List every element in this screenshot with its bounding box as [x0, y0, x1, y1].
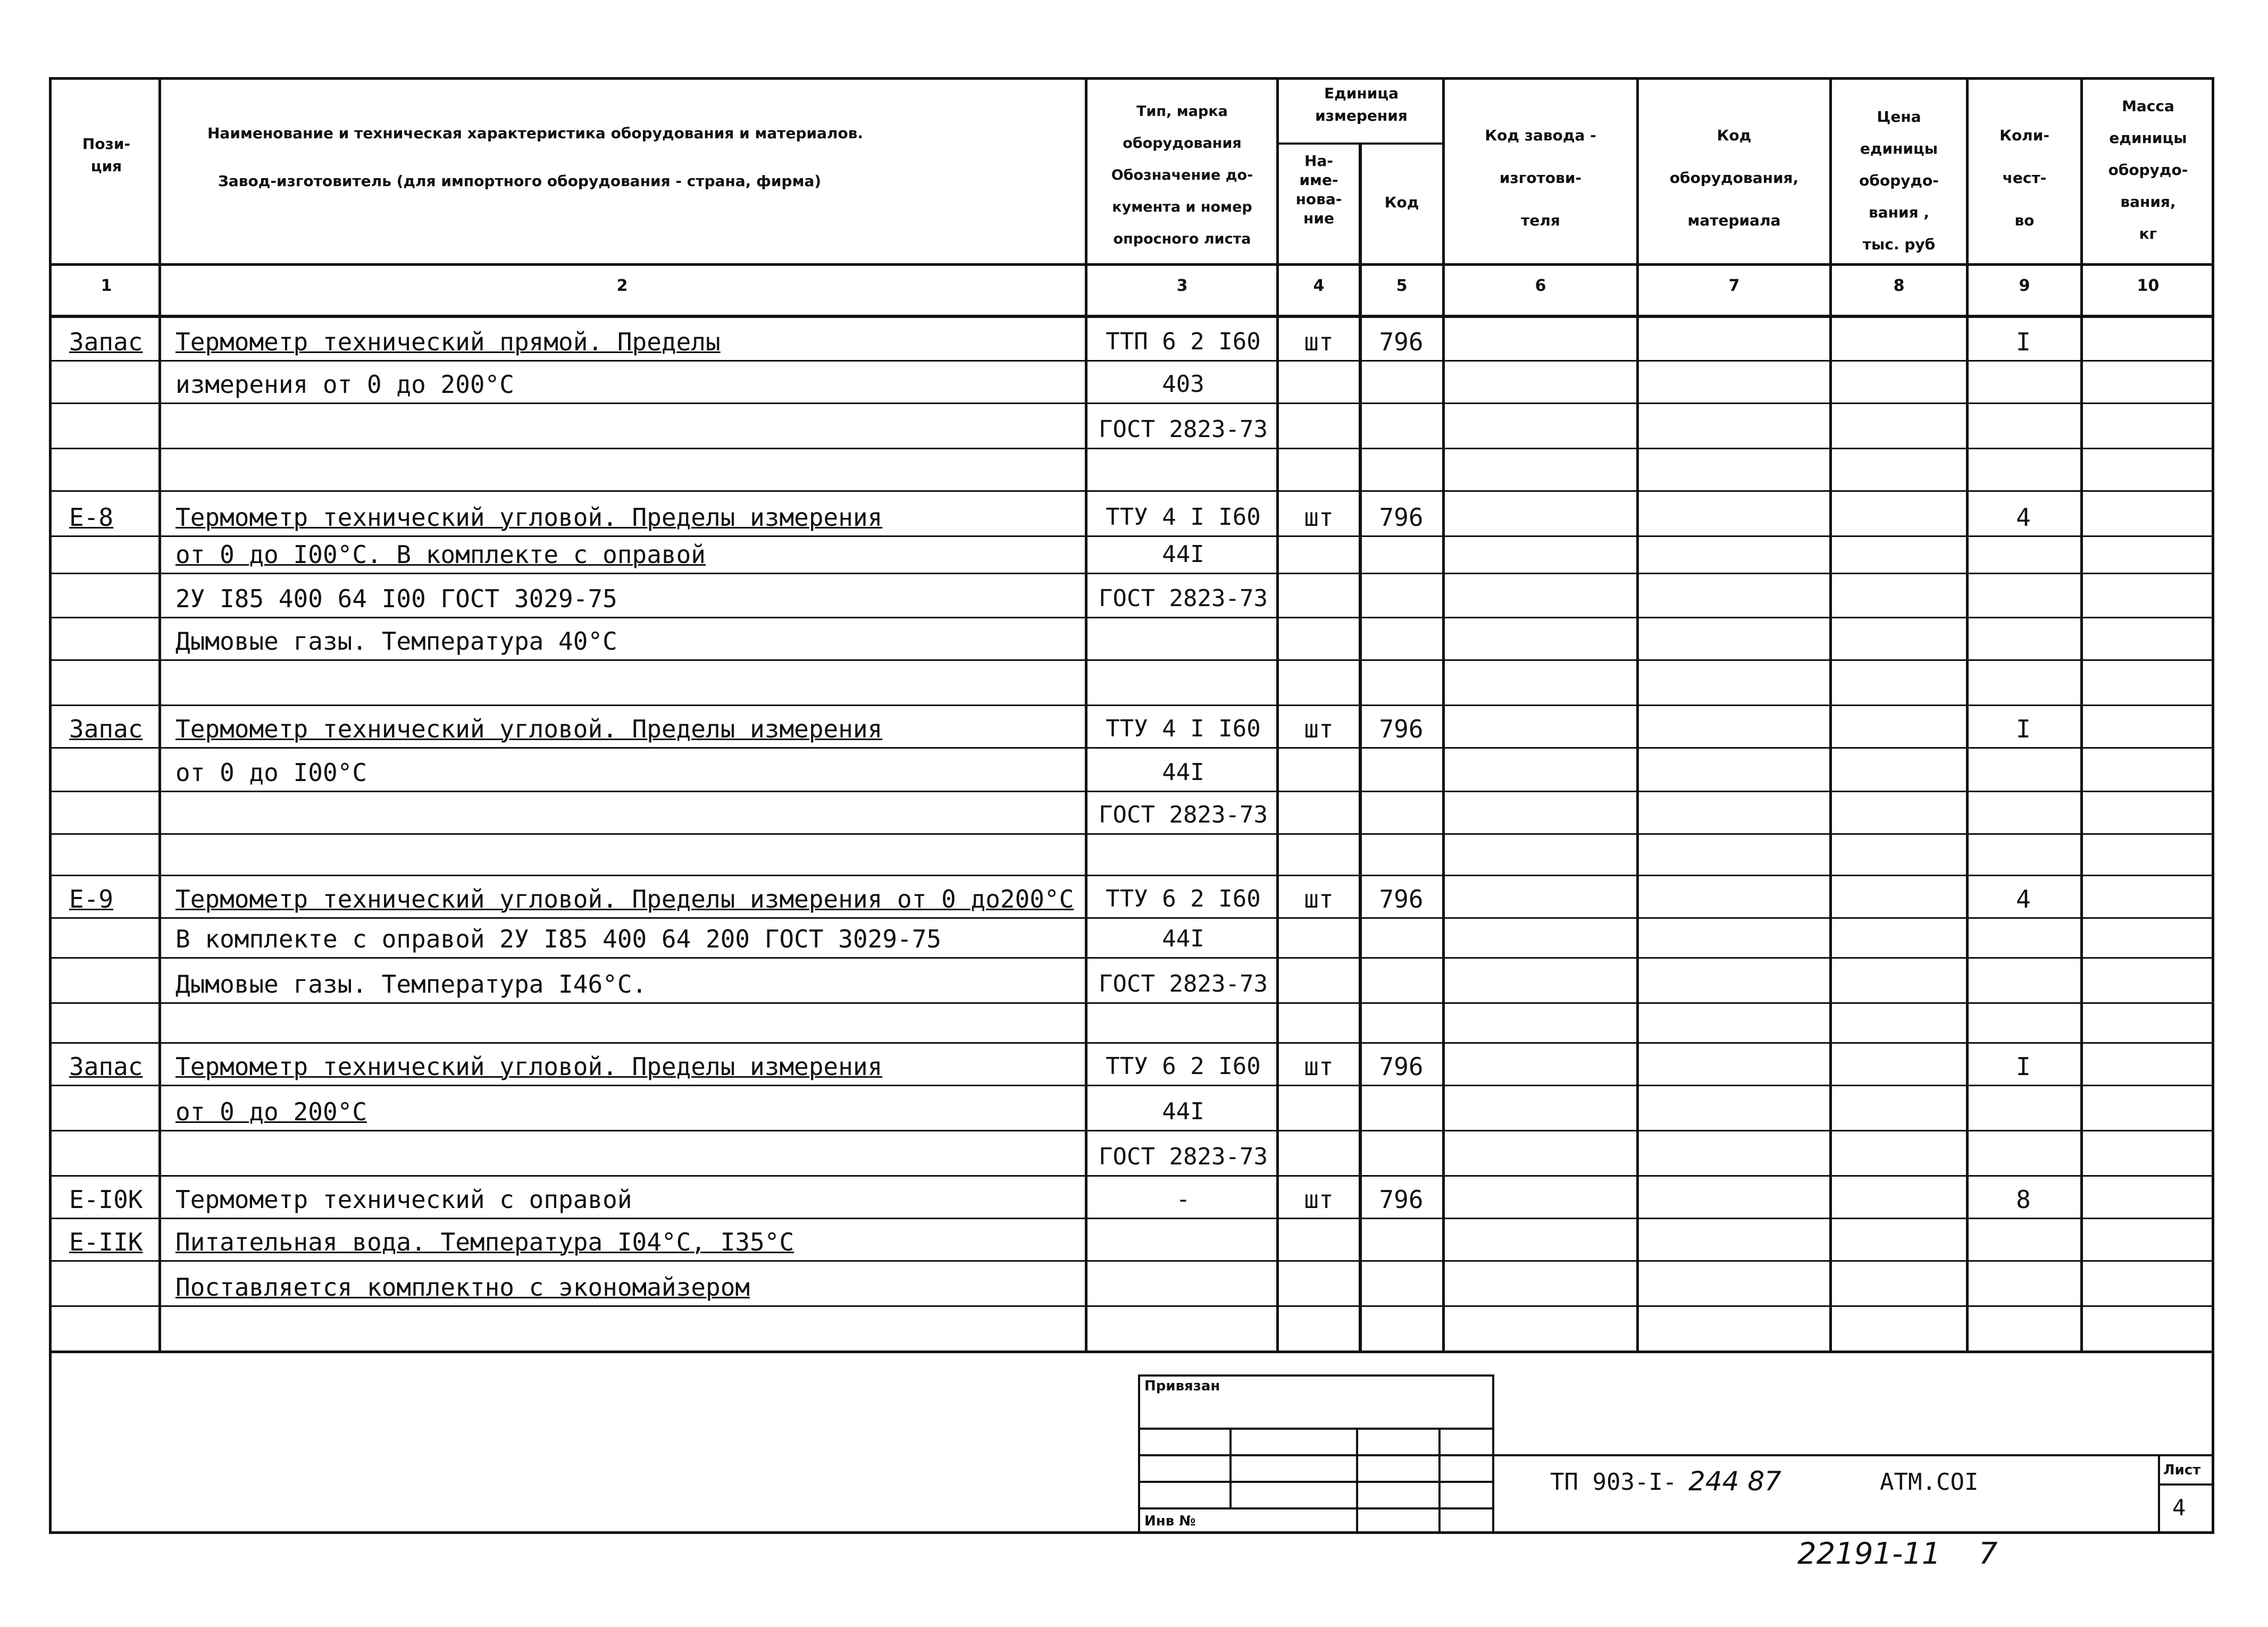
row-name: от 0 до 200°C	[175, 1097, 367, 1126]
row-type: ГОСТ 2823-73	[1099, 585, 1268, 612]
colnum-10: 10	[2137, 276, 2160, 295]
row-type: 403	[1162, 371, 1204, 398]
row-line	[49, 957, 2214, 959]
row-position: Запас	[69, 1052, 143, 1081]
row-line	[49, 1175, 2214, 1177]
row-line	[49, 659, 2214, 661]
row-name: Термометр технический угловой. Пределы измерения от 0 до200°C	[175, 885, 1074, 913]
header-factory-code: Код завода - изготови- теля	[1485, 127, 1596, 229]
row-type: ТТУ 6 2 I60	[1106, 885, 1261, 912]
col-divider-9	[2080, 77, 2083, 1353]
row-position: Е-IIК	[69, 1228, 143, 1256]
unit-group-line	[1276, 142, 1445, 145]
colnum-7: 7	[1728, 276, 1740, 295]
row-position: Запас	[69, 328, 143, 356]
row-line	[49, 1305, 2214, 1307]
stamp-line-1	[1138, 1428, 1494, 1430]
doc-code-handwritten: 244 87	[1688, 1466, 1781, 1497]
row-position: Е-9	[69, 885, 114, 913]
colnum-2: 2	[616, 276, 628, 295]
row-line	[49, 535, 2214, 537]
row-unit-code: 796	[1379, 328, 1424, 356]
header-position: Пози- ция	[82, 135, 131, 175]
col-divider-1	[158, 77, 161, 1353]
row-line	[49, 833, 2214, 835]
colnum-6: 6	[1535, 276, 1546, 295]
doc-code: ТП 903-I-	[1550, 1469, 1677, 1496]
row-type: ТТП 6 2 I60	[1106, 328, 1261, 355]
row-line	[49, 1042, 2214, 1044]
stamp-linked-label: Привязан	[1144, 1378, 1220, 1394]
row-type: ТТУ 6 2 I60	[1106, 1053, 1261, 1080]
row-unit: шт	[1304, 885, 1334, 913]
stamp-vline-3	[1438, 1428, 1441, 1534]
col-divider-8	[1966, 77, 1969, 1353]
colnum-1: 1	[101, 276, 112, 295]
header-equipment-code: Код оборудования, материала	[1669, 127, 1799, 229]
row-name: Питательная вода. Температура I04°C, I35°C	[175, 1228, 794, 1256]
stamp-vline-1	[1229, 1428, 1232, 1507]
row-type: ГОСТ 2823-73	[1099, 1143, 1268, 1170]
row-name: Термометр технический прямой. Пределы	[175, 328, 721, 356]
header-bottom-line	[49, 263, 2214, 266]
row-line	[49, 573, 2214, 574]
header-unit-code: Код	[1384, 194, 1419, 211]
sheet-box-divider	[2158, 1454, 2160, 1534]
colnum-8: 8	[1893, 276, 1905, 295]
row-unit: шт	[1304, 503, 1334, 532]
colnum-bottom-line	[49, 315, 2214, 318]
col-divider-5	[1442, 77, 1445, 1353]
row-name: Термометр технический угловой. Пределы измерения	[175, 715, 883, 743]
header-type: Тип, марка оборудования Обозначение до- кумента и номер опросного листа	[1111, 103, 1253, 247]
row-quantity: 8	[2016, 1185, 2031, 1214]
row-line	[49, 1002, 2214, 1004]
header-mass: Масса единицы оборудо- вания, кг	[2108, 97, 2188, 242]
row-unit-code: 796	[1379, 885, 1424, 913]
row-line	[49, 917, 2214, 919]
row-line	[49, 448, 2214, 449]
row-line	[49, 617, 2214, 618]
row-name: от 0 до I00°C. В комплекте с оправой	[175, 540, 706, 569]
row-line	[49, 1218, 2214, 1219]
row-unit: шт	[1304, 1185, 1334, 1214]
colnum-3: 3	[1176, 276, 1188, 295]
colnum-4: 4	[1313, 276, 1325, 295]
sheet-number: 4	[2172, 1495, 2186, 1521]
sheet-label: Лист	[2163, 1462, 2201, 1478]
row-name: измерения от 0 до 200°C	[175, 370, 514, 399]
row-type: -	[1176, 1186, 1191, 1213]
row-type: 44I	[1162, 925, 1204, 952]
row-type: ГОСТ 2823-73	[1099, 970, 1268, 997]
row-unit-code: 796	[1379, 1052, 1424, 1081]
table-bottom-line	[49, 1351, 2214, 1353]
row-unit-code: 796	[1379, 1185, 1424, 1214]
row-unit-code: 796	[1379, 715, 1424, 743]
row-line	[49, 705, 2214, 706]
row-type: 44I	[1162, 759, 1204, 786]
row-position: Е-I0К	[69, 1185, 143, 1214]
row-line	[49, 360, 2214, 362]
row-name: Дымовые газы. Температура 40°C	[175, 627, 617, 656]
row-type: ГОСТ 2823-73	[1099, 801, 1268, 828]
row-type: 44I	[1162, 541, 1204, 568]
stamp-inv-label: Инв №	[1144, 1513, 1196, 1529]
row-name: от 0 до I00°C	[175, 758, 367, 787]
col-divider-7	[1829, 77, 1832, 1353]
row-line	[49, 747, 2214, 749]
row-quantity: 4	[2016, 503, 2031, 532]
sheet-code: АТМ.СОI	[1880, 1469, 1979, 1496]
row-name: Термометр технический с оправой	[175, 1185, 632, 1214]
row-quantity: I	[2016, 715, 2031, 743]
col-divider-3	[1276, 77, 1279, 1353]
row-quantity: I	[2016, 328, 2031, 356]
header-unit-name: На- име- нова- ние	[1295, 152, 1342, 227]
row-name: В комплекте с оправой 2У I85 400 64 200 ГОСТ 3029-75	[175, 925, 942, 953]
row-type: ТТУ 4 I I60	[1106, 504, 1261, 531]
header-name-line1: Наименование и техническая характеристика оборудования и материалов.	[207, 124, 864, 142]
row-unit: шт	[1304, 1052, 1334, 1081]
row-line	[49, 1260, 2214, 1262]
row-name: Термометр технический угловой. Пределы измерения	[175, 503, 883, 532]
row-name: 2У I85 400 64 I00 ГОСТ 3029-75	[175, 584, 617, 613]
row-name: Поставляется комплектно с экономайзером	[175, 1273, 750, 1302]
row-type: ТТУ 4 I I60	[1106, 715, 1261, 742]
row-position: Запас	[69, 715, 143, 743]
row-line	[49, 791, 2214, 792]
row-name: Дымовые газы. Температура I46°C.	[175, 970, 647, 999]
titleblock-top-line	[1494, 1454, 2214, 1456]
row-unit-code: 796	[1379, 503, 1424, 532]
row-line	[49, 1130, 2214, 1131]
row-type: ГОСТ 2823-73	[1099, 416, 1268, 443]
row-line	[49, 402, 2214, 404]
col-divider-6	[1636, 77, 1639, 1353]
header-unit-group: Единица измерения	[1315, 85, 1408, 124]
row-type: 44I	[1162, 1098, 1204, 1125]
row-unit: шт	[1304, 328, 1334, 356]
header-name-line2: Завод-изготовитель (для импортного оборудования - страна, фирма)	[218, 172, 822, 190]
colnum-9: 9	[2019, 276, 2030, 295]
row-line	[49, 490, 2214, 492]
row-quantity: I	[2016, 1052, 2031, 1081]
header-quantity: Коли- чест- во	[1999, 127, 2049, 229]
row-position: Е-8	[69, 503, 114, 532]
stamp-vline-2	[1356, 1428, 1358, 1534]
header-price: Цена единицы оборудо- вания , тыс. руб	[1859, 108, 1939, 253]
sheet-box-line	[2158, 1483, 2214, 1486]
row-line	[49, 1085, 2214, 1086]
colnum-5: 5	[1396, 276, 1408, 295]
row-unit: шт	[1304, 715, 1334, 743]
stamp-line-3	[1138, 1481, 1494, 1483]
stamp-line-4	[1138, 1507, 1494, 1509]
row-name: Термометр технический угловой. Пределы измерения	[175, 1052, 883, 1081]
footer-number: 22191-11 7	[1797, 1537, 1998, 1571]
row-quantity: 4	[2016, 885, 2031, 913]
stamp-line-2	[1138, 1454, 1494, 1456]
row-line	[49, 875, 2214, 876]
col-divider-2	[1085, 77, 1087, 1353]
